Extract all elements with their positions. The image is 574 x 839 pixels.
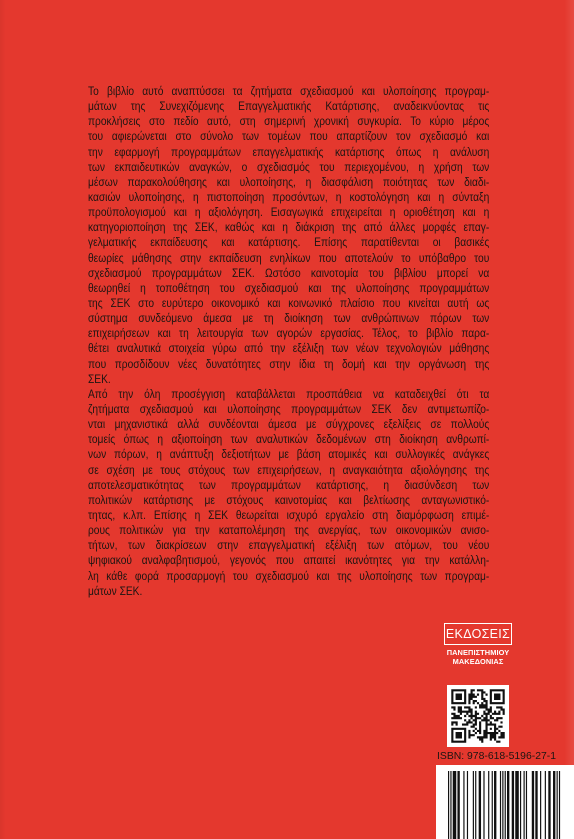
barcode-bar — [512, 771, 514, 839]
text-line: θεωρίες μάθησης στην εκπαίδευση ενηλίκων που αποτελούν το υπόβαθρο του — [88, 251, 490, 265]
barcode-bar — [500, 771, 501, 839]
text-line: ΣΕΚ. — [88, 372, 111, 386]
text-line: προϋπολογισμού και η αξιολόγηση. Εισαγωγικά επιχειρείται η οριοθέτηση και η — [88, 206, 490, 220]
barcode-bar — [524, 771, 525, 839]
text-line: λη κάθε φορά προσαρμογή του σχεδιασμού και της υλοποίησης των προγραμ- — [88, 569, 490, 583]
text-line: προκλήσεις στο πεδίο αυτό, στη σημερινή χρονική συγκυρία. Το κύριο μέρος — [88, 115, 490, 129]
text-line: του αφιερώνεται στο σύνολο των τομέων που απαρτίζουν τον σχεδιασμό και — [88, 130, 490, 144]
text-line: Από την όλη προσέγγιση καταβάλλεται προσπάθεια να καταδειχθεί ότι τα — [88, 387, 490, 401]
isbn-barcode — [436, 765, 574, 839]
text-line: ζητήματα σχεδιασμού και υλοποίησης προγραμμάτων ΣΕΚ δεν αντιμετωπίζο- — [88, 402, 490, 416]
back-cover-description — [88, 84, 489, 599]
text-line: θέτει αναλυτικά στοιχεία γύρω από την εξέλιξη των νέων τεχνολογιών μάθησης — [88, 342, 490, 356]
text-line: σύστημα συνδεόμενο άμεσα με τη διοίκηση των ανθρώπινων πόρων των — [88, 312, 490, 326]
barcode-bar — [505, 771, 506, 839]
barcode-bar — [453, 771, 457, 839]
barcode-bar — [457, 771, 459, 839]
barcode-bar — [548, 771, 550, 839]
text-line: επιχειρήσεων και τη λειτουργία των αγορών εργασίας. Τέλος, το βιβλίο παρα- — [88, 327, 490, 341]
text-line: Το βιβλίο αυτό αναπτύσσει τα ζητήματα σχεδιασμού και υλοποίησης προγραμ- — [88, 85, 490, 98]
barcode-bar — [494, 771, 496, 839]
text-line: θεωρηθεί η τοποθέτηση του σχεδιασμού και της υλοποίησης προγραμμάτων — [88, 281, 490, 295]
qr-code-graphic — [447, 685, 509, 747]
barcode-bar — [557, 771, 558, 839]
barcode-bar — [450, 771, 451, 839]
publisher-name-line-1: ΕΚΔΟΣΕΙΣ — [445, 627, 511, 641]
qr-code-modules — [451, 689, 504, 742]
cover-left-edge-shade — [0, 0, 6, 839]
text-line: των εκπαιδευτικών αναγκών, ο σχεδιασμός του περιεχομένου, η χρήση των — [88, 160, 490, 174]
text-line: νων πόρων, η ανάπτυξη δεξιοτήτων με βάση ατομικές και συλλογικές ανάγκες — [88, 448, 490, 462]
isbn-label: ISBN: 978-618-5196-27-1 — [437, 751, 556, 762]
text-line: την εφαρμογή προγραμμάτων επαγγελματικής κατάρτισης όπως η ανάλυση — [88, 145, 490, 159]
barcode-bar — [540, 771, 541, 839]
barcode-bar — [467, 771, 468, 839]
text-line: τομείς όπως η αξιοποίηση των αναλυτικών δεδομένων στη διοίκηση ανθρωπί- — [88, 433, 490, 447]
text-line: κατηγοριοποίηση της ΣΕΚ, καθώς και η διάκριση της από άλλες μορφές επαγ- — [88, 221, 490, 235]
publisher-name-line-3: ΜΑΚΕΔΟΝΙΑΣ — [452, 657, 504, 666]
barcode-bar — [473, 771, 474, 839]
barcode-bar — [479, 771, 481, 839]
barcode-bar — [507, 771, 509, 839]
description-paragraph-1 — [88, 84, 489, 387]
barcode-bar — [545, 771, 546, 839]
text-line: τήτων, των διακρίσεων στην επαγγελματική εξέλιξη των ατόμων, του νέου — [88, 539, 490, 553]
barcode-bar — [502, 771, 503, 839]
text-line: της ΣΕΚ στο ευρύτερο οικονομικό και κοινωνικό πλαίσιο που κινείται αυτή ως — [88, 296, 490, 310]
qr-code — [447, 685, 509, 747]
text-line: μάτων της Συνεχιζόμενης Επαγγελματικής Κατάρτισης, αναδεικνύοντας τις — [88, 100, 490, 114]
barcode-bar — [492, 771, 493, 839]
cover-right-edge-highlight — [564, 0, 574, 839]
barcode-bar — [488, 771, 489, 839]
text-line: σχεδιασμού προγραμμάτων ΣΕΚ. Ωστόσο καινοτομία του βιβλίου μπορεί να — [88, 266, 490, 280]
barcode-bar — [553, 771, 555, 839]
text-line: γελματικής εκπαίδευσης και κατάρτισης. Επίσης παρατίθενται οι βασικές — [88, 236, 490, 250]
barcode-bar — [515, 771, 519, 839]
barcode-bar — [526, 771, 527, 839]
text-line: σε σχέση με τους στόχους των επιχειρήσεων, η αναγκαιότητα αξιολόγησης της — [88, 463, 490, 477]
publisher-logo-frame — [444, 623, 512, 645]
barcode-graphic — [436, 765, 574, 839]
text-line: μάτων ΣΕΚ. — [88, 584, 143, 598]
barcode-bar — [520, 771, 521, 839]
text-line: που προσδίδουν νέες δυνατότητες στην ίδια τη δομή και την οργάνωση της — [88, 357, 490, 371]
barcode-bar — [559, 771, 560, 839]
description-paragraph-2 — [88, 387, 489, 599]
text-line: τητας, κ.λπ. Επίσης η ΣΕΚ θεωρείται ισχυρό εργαλείο στη διαμόρφωση επιμέ- — [88, 508, 490, 522]
publisher-logo — [444, 623, 512, 666]
barcode-bar — [463, 771, 464, 839]
text-line: μέσων παρακολούθησης και υλοποίησης, η διασφάλιση ποιότητας των διαδι- — [88, 175, 490, 189]
text-line: νται μηχανιστικά αλλά συνδέονται άμεσα με σύγχρονες εξελίξεις σε πολλούς — [88, 418, 490, 432]
text-line: αποτελεσματικότητας των προγραμμάτων κατάρτισης, η διασύνδεση των — [88, 478, 490, 492]
barcode-bar — [448, 771, 449, 839]
text-line: ρους πολιτικών για την καταπολέμηση της ανεργίας, των οικονομικών ανισο- — [88, 524, 490, 538]
barcode-bar — [475, 771, 476, 839]
publisher-name-line-2: ΠΑΝΕΠΙΣΤΗΜΙΟΥ — [446, 648, 510, 657]
text-line: κασιών υλοποίησης, η πιστοποίηση προσόντων, η κοστολόγηση και η σύνταξη — [88, 190, 490, 204]
text-line: ψηφιακού αναλφαβητισμού, γεγονός που απαιτεί ικανότητες για την κατάλλη- — [88, 554, 490, 568]
barcode-bar — [535, 771, 537, 839]
barcode-bar — [483, 771, 484, 839]
text-line: πολιτικών κατάρτισης με στόχους καινοτομίας και βελτίωσης ανταγωνιστικό- — [88, 493, 490, 507]
barcode-bar — [532, 771, 534, 839]
